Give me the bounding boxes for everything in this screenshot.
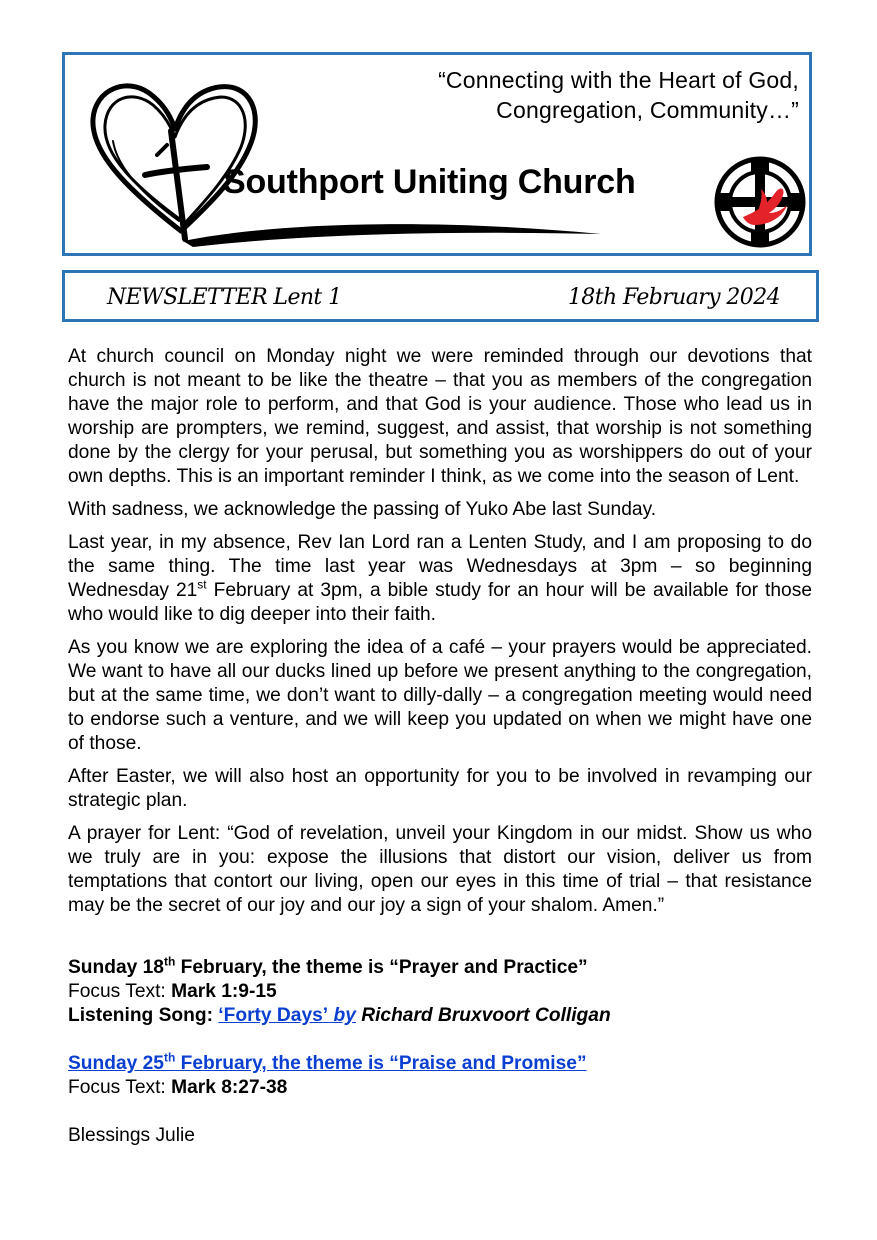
masthead [62, 52, 812, 256]
newsletter-body [68, 345, 812, 1148]
lenten-study-text-b: February at 3pm, a bible study for an hour will be available for those who would like to dig deeper into their faith. [68, 580, 812, 625]
sunday-18-heading-b: February, the theme is “Prayer and Practice” [175, 957, 588, 978]
paragraph-prayer: A prayer for Lent: “God of revelation, unveil your Kingdom in our midst. Show us who we truly are in you: expose the illusions that distort our vision, deliver us from temptations that contort our living, open our eyes in this time of trial – that resistance may be the secret of our joy and our joy a sign of your shalom. Amen.” [68, 823, 812, 916]
ordinal-suffix: st [197, 577, 207, 592]
lenten-study-text-a: Last year, in my absence, Rev Ian Lord ran a Lenten Study, and I am proposing to do the same thing. The time last year was Wednesdays at 3pm – so beginning Wednesday 21 [68, 532, 812, 601]
song-artist: Richard Bruxvoort Colligan [355, 1005, 611, 1026]
focus-text-label-2: Focus Text: [68, 1077, 172, 1098]
sunday-18-focus-text [68, 980, 812, 1004]
sunday-25-ordinal[interactable]: th [163, 1050, 176, 1065]
paragraph-lenten-study [68, 531, 812, 627]
paragraph-cafe: As you know we are exploring the idea of a café – your prayers would be appreciated. We want to have all our ducks lined up before we present anything to the congregation, but at the same time, we don’t want to dilly-dally – a congregation meeting would need to endorse such a venture, and we will keep you updated on when we might have one of those. [68, 637, 812, 754]
paragraph-church-council: At church council on Monday night we were reminded through our devotions that church is not meant to be like the theatre – that you as members of the congregation have the major role to perform, and that God is your audience. Those who lead us in worship are prompters, we remind, suggest, and assist, that worship is not something done by the clergy for your perusal, but something you as worshippers do out of your own depths. This is an important reminder I think, as we come into the season of Lent. [68, 346, 812, 487]
signoff: Blessings Julie [68, 1125, 195, 1146]
sunday-25-link[interactable] [68, 1050, 587, 1074]
paragraph-strategic-plan: After Easter, we will also host an opportunity for you to be involved in revamping our strategic plan. [68, 766, 812, 811]
song-by[interactable]: by [328, 1005, 356, 1026]
sunday-18-heading-a: Sunday 18 [68, 957, 164, 978]
tagline [438, 65, 799, 125]
sunday-25-focus-text [68, 1076, 812, 1100]
focus-text-value-2: Mark 8:27-38 [171, 1077, 288, 1098]
listening-song-label: Listening Song: [68, 1005, 219, 1026]
sunday-25-heading-b[interactable]: February, the theme is “Praise and Promise” [175, 1053, 587, 1074]
newsletter-date: 18th February 2024 [567, 285, 780, 310]
forty-days-link[interactable] [218, 1005, 356, 1026]
sunday-25-heading [68, 1052, 812, 1076]
sunday-18-listening-song [68, 1004, 812, 1028]
sunday-25-section [68, 1052, 812, 1100]
sunday-18-section [68, 956, 812, 1028]
sunday-18-ordinal: th [163, 954, 176, 969]
church-name: Southport Uniting Church [223, 163, 636, 201]
newsletter-title: NEWSLETTER Lent 1 [107, 285, 342, 310]
tagline-line-1: “Connecting with the Heart of God, [438, 67, 799, 93]
song-title[interactable]: ‘Forty Days’ [218, 1005, 329, 1026]
focus-text-value: Mark 1:9-15 [171, 981, 277, 1002]
newsletter-banner [62, 270, 819, 322]
tagline-line-2: Congregation, Community…” [496, 97, 799, 123]
sunday-18-heading [68, 956, 812, 980]
uniting-church-logo [713, 155, 807, 254]
focus-text-label: Focus Text: [68, 981, 172, 1002]
paragraph-condolence: With sadness, we acknowledge the passing of Yuko Abe last Sunday. [68, 499, 657, 520]
sunday-25-heading-a[interactable]: Sunday 25 [68, 1053, 164, 1074]
